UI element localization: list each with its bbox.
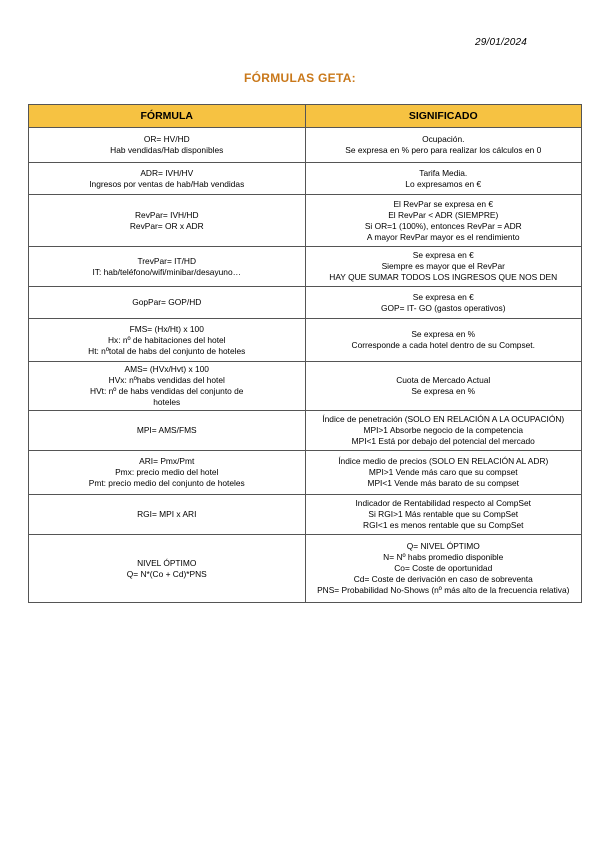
meaning-line: Q= NIVEL ÓPTIMO — [406, 541, 480, 551]
meaning-line: Ocupación. — [422, 134, 465, 144]
table-row — [29, 362, 582, 411]
meaning-line: Índice medio de precios (SOLO EN RELACIÓN AL ADR) — [338, 456, 549, 466]
meaning-line: Se expresa en % pero para realizar los cálculos en 0 — [345, 145, 542, 155]
table-row — [29, 319, 582, 362]
table-row — [29, 195, 582, 247]
formula-line: Hab vendidas/Hab disponibles — [110, 145, 224, 155]
formula-cell — [29, 362, 306, 411]
table-row — [29, 163, 582, 195]
meaning-line: A mayor RevPar mayor es el rendimiento — [366, 231, 520, 242]
formula-line: hoteles — [153, 397, 181, 407]
meaning-line: N= Nº habs promedio disponible — [383, 552, 504, 562]
meaning-line: RGI<1 es menos rentable que su CompSet — [363, 520, 524, 530]
meaning-line: Cd= Coste de derivación en caso de sobreventa — [353, 574, 533, 584]
table-body — [29, 128, 582, 603]
table-row — [29, 128, 582, 163]
meaning-line: Si OR=1 (100%), entonces RevPar = ADR — [364, 220, 522, 231]
meaning-cell — [305, 163, 582, 195]
meaning-line: MPI<1 Vende más barato de su compset — [367, 478, 520, 488]
formula-cell — [29, 535, 306, 603]
table-row — [29, 287, 582, 319]
formula-line: GopPar= GOP/HD — [132, 297, 202, 307]
meaning-cell — [305, 128, 582, 163]
header-formula: FÓRMULA — [29, 105, 306, 128]
meaning-line: Tarifa Media. — [419, 167, 468, 178]
meaning-cell — [305, 247, 582, 287]
table-row — [29, 411, 582, 451]
page-title: FÓRMULAS GETA: — [244, 71, 356, 85]
meaning-line: El RevPar < ADR (SIEMPRE) — [388, 209, 499, 220]
meaning-cell — [305, 535, 582, 603]
formula-line: IT: hab/teléfono/wifi/minibar/desayuno… — [92, 266, 241, 277]
meaning-cell — [305, 287, 582, 319]
formula-line: Pmt: precio medio del conjunto de hoteles — [88, 478, 245, 488]
meaning-line: Se expresa en % — [411, 386, 476, 396]
meaning-line: El RevPar se expresa en € — [393, 198, 494, 209]
formula-line: HVt: nº de habs vendidas del conjunto de — [90, 386, 244, 396]
meaning-line: Indicador de Rentabilidad respecto al CompSet — [355, 498, 531, 508]
meaning-line: Se expresa en € — [412, 250, 474, 260]
meaning-line: MPI<1 Está por debajo del potencial del mercado — [351, 436, 535, 446]
meaning-line: Índice de penetración (SOLO EN RELACIÓN A LA OCUPACIÓN) — [322, 414, 565, 424]
formula-line: Ingresos por ventas de hab/Hab vendidas — [89, 178, 245, 189]
formula-line: NIVEL ÓPTIMO — [137, 557, 197, 568]
meaning-cell — [305, 195, 582, 247]
formula-line: FMS= (Hx/Ht) x 100 — [129, 323, 204, 334]
meaning-cell — [305, 319, 582, 362]
formulas-table — [28, 104, 582, 603]
formula-line: Pmx: precio medio del hotel — [115, 467, 219, 477]
formula-cell — [29, 195, 306, 247]
formula-line: AMS= (HVx/Hvt) x 100 — [124, 364, 209, 374]
formula-line: TrevPar= IT/HD — [137, 255, 197, 266]
table-row — [29, 451, 582, 495]
formula-cell — [29, 128, 306, 163]
meaning-line: PNS= Probabilidad No-Shows (nº más alto de la frecuencia relativa) — [317, 585, 570, 595]
formula-cell — [29, 451, 306, 495]
meaning-cell — [305, 362, 582, 411]
header-meaning: SIGNIFICADO — [305, 105, 582, 128]
formula-cell — [29, 163, 306, 195]
table-header-row — [29, 105, 582, 128]
formula-line: ADR= IVH/HV — [140, 167, 194, 178]
formula-line: Hx: nº de habitaciones del hotel — [107, 334, 226, 345]
formula-line: ARI= Pmx/Pmt — [139, 456, 195, 466]
meaning-line: Se expresa en % — [411, 329, 476, 339]
formula-line: RevPar= IVH/HD — [134, 209, 199, 220]
meaning-line: Se expresa en € — [412, 291, 474, 302]
formula-cell — [29, 495, 306, 535]
meaning-line: Cuota de Mercado Actual — [396, 375, 491, 385]
table-row — [29, 535, 582, 603]
formula-cell — [29, 411, 306, 451]
formula-line: HVx: nºhabs vendidas del hotel — [108, 375, 225, 385]
formula-line: Q= N*(Co + Cd)*PNS — [126, 568, 207, 579]
meaning-line: MPI>1 Vende más caro que su compset — [368, 467, 518, 477]
meaning-cell — [305, 451, 582, 495]
formula-cell — [29, 287, 306, 319]
formula-cell — [29, 247, 306, 287]
table-row — [29, 247, 582, 287]
document-date: 29/01/2024 — [474, 37, 527, 48]
meaning-line: HAY QUE SUMAR TODOS LOS INGRESOS QUE NOS DEN — [329, 272, 558, 282]
formula-line: RGI= MPI x ARI — [137, 509, 197, 519]
meaning-line: Lo expresamos en € — [405, 178, 482, 189]
formula-line: MPI= AMS/FMS — [136, 425, 197, 435]
table-row — [29, 495, 582, 535]
meaning-line: MPI>1 Absorbe negocio de la competencia — [363, 425, 523, 435]
meaning-line: Si RGI>1 Más rentable que su CompSet — [368, 509, 519, 519]
meaning-line: Co= Coste de oportunidad — [394, 563, 493, 573]
meaning-cell — [305, 495, 582, 535]
formula-line: OR= HV/HD — [143, 134, 190, 144]
formula-cell — [29, 319, 306, 362]
meaning-cell — [305, 411, 582, 451]
formula-line: Ht: nºtotal de habs del conjunto de hoteles — [88, 345, 246, 356]
meaning-line: Siempre es mayor que el RevPar — [381, 261, 505, 271]
formula-line: RevPar= OR x ADR — [129, 220, 204, 231]
meaning-line: Corresponde a cada hotel dentro de su Compset. — [351, 340, 535, 350]
meaning-line: GOP= IT- GO (gastos operativos) — [380, 302, 506, 313]
